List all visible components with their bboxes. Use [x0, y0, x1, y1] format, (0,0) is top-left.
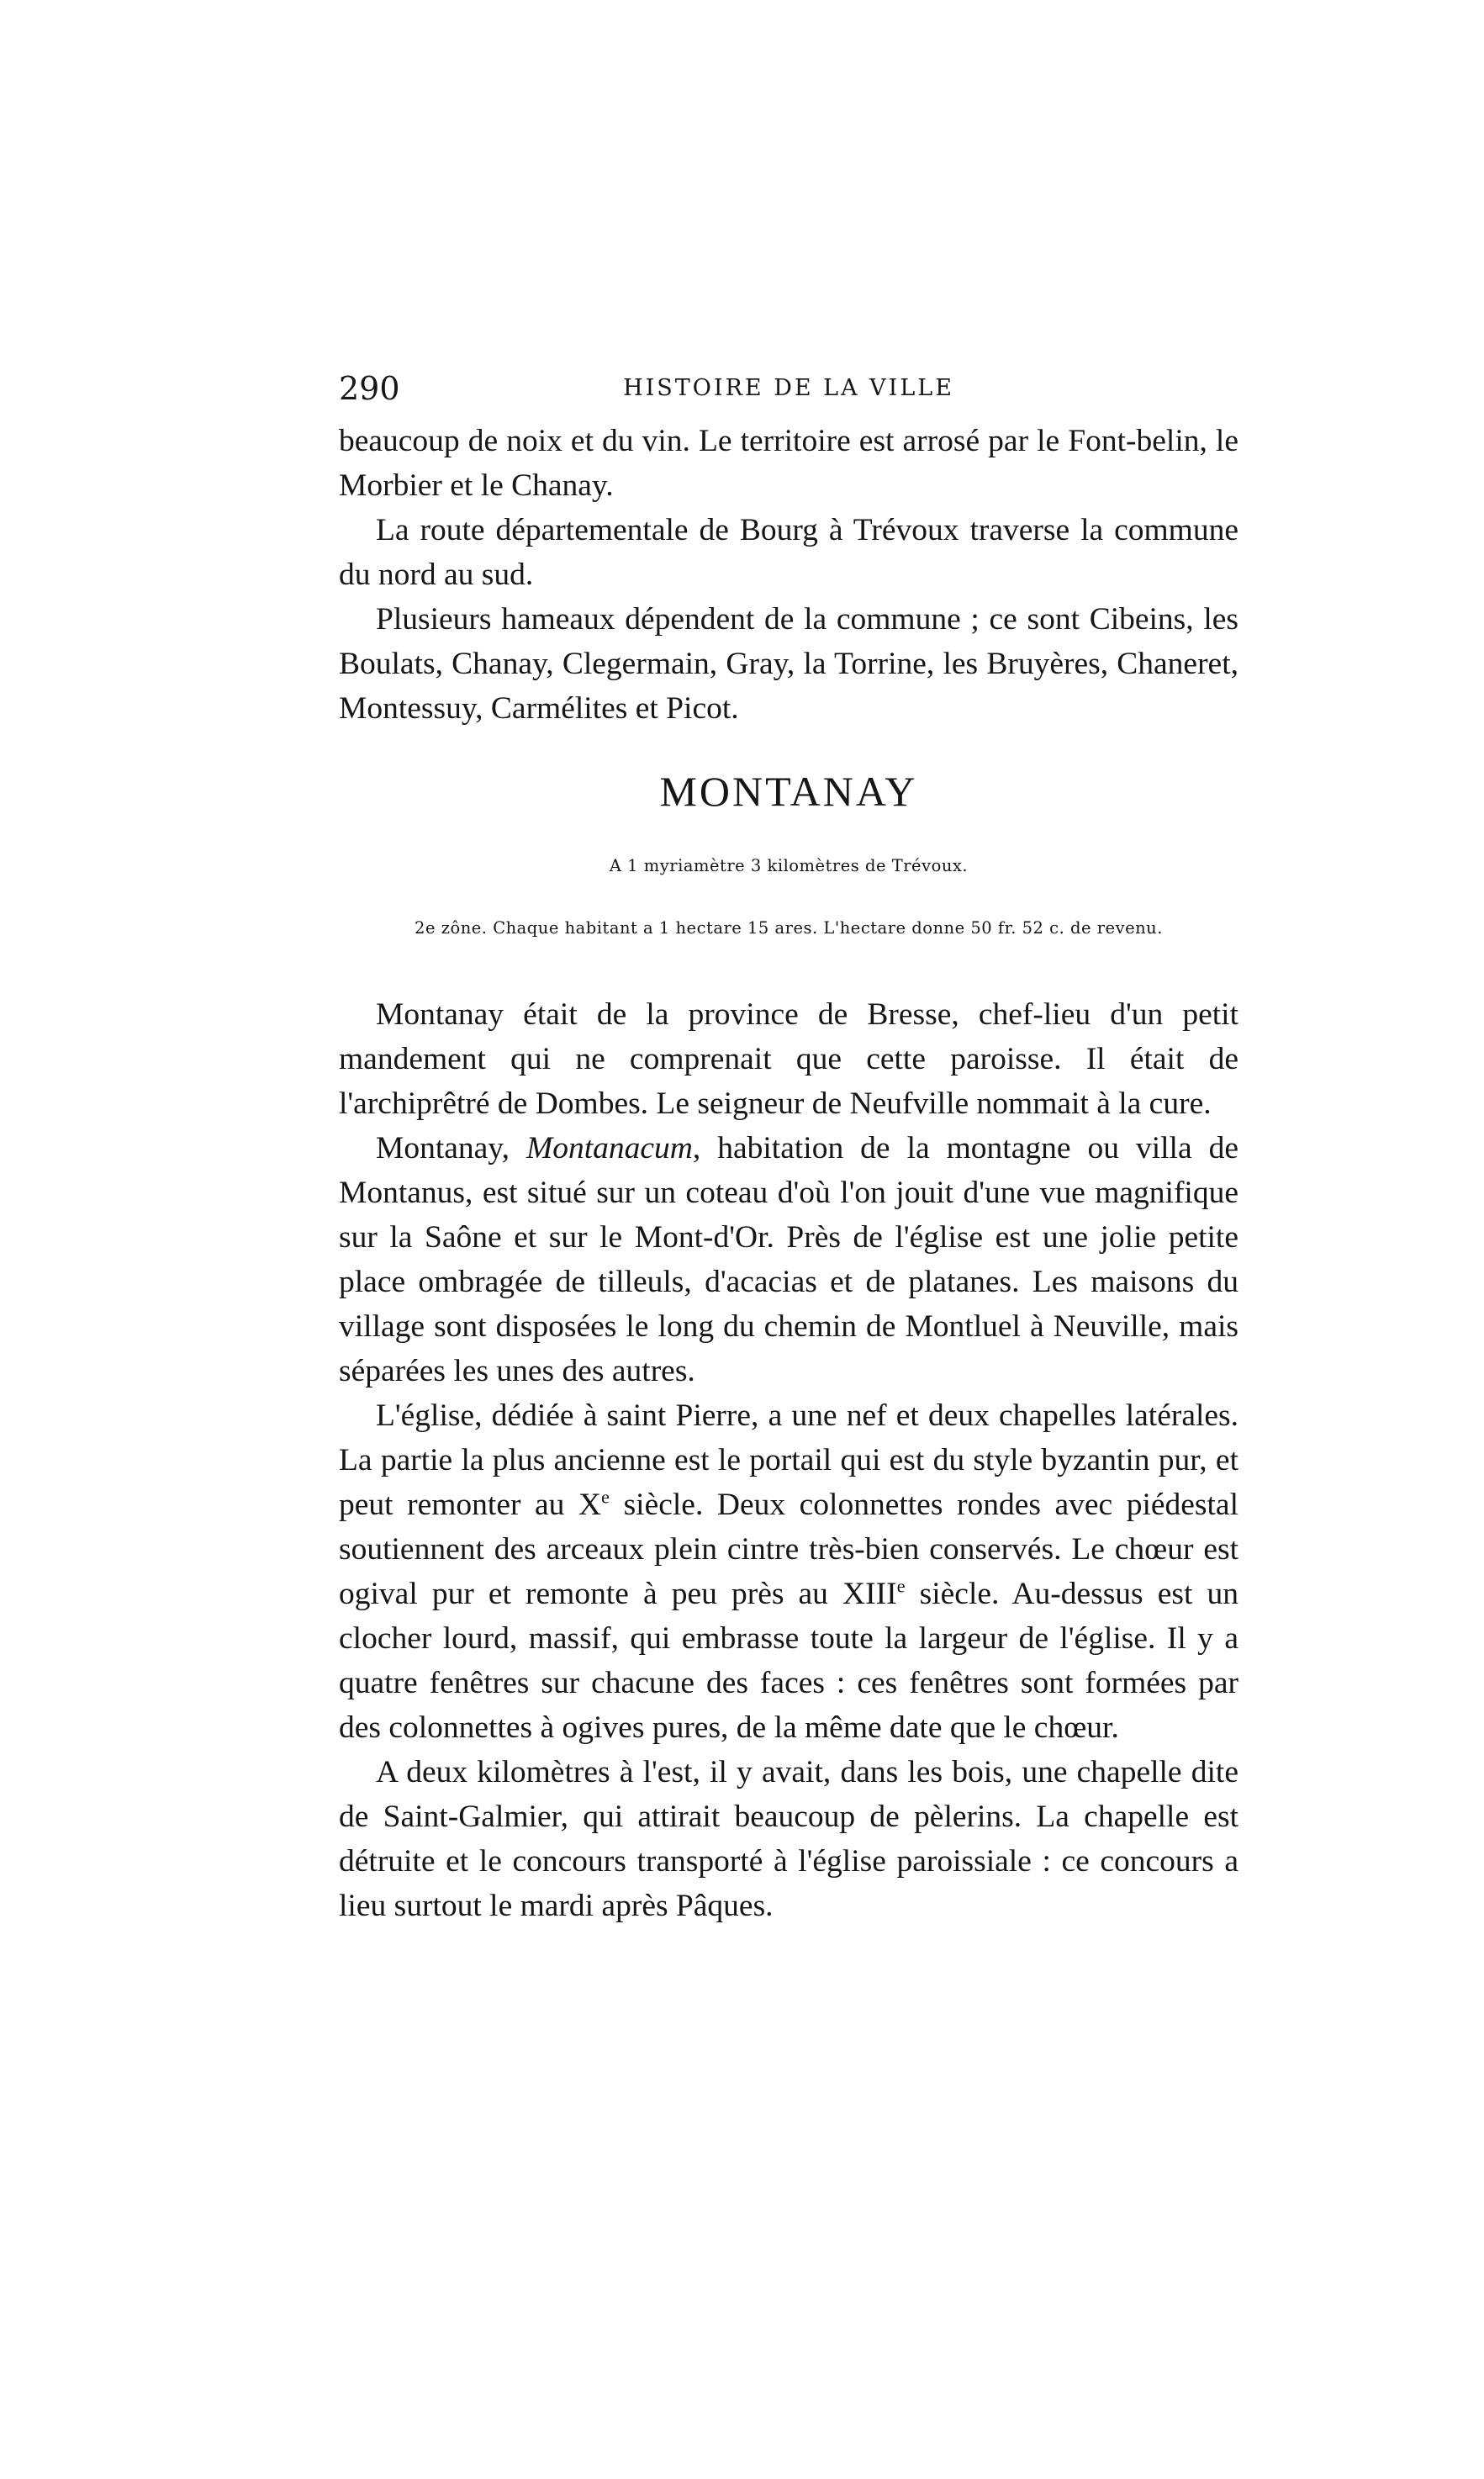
intro-paragraph-3: Plusieurs hameaux dépendent de la commune ; ce sont Cibeins, les Boulats, Chanay, Clegermain, Gray, la Torrine, les Bruyères, Chaneret, Montessuy, Carmélites et Picot.: [339, 602, 1238, 726]
superscript-e-1: e: [601, 1486, 610, 1508]
section-title: MONTANAY: [659, 768, 918, 815]
running-title: HISTOIRE DE LA VILLE: [623, 375, 954, 401]
paragraph-3-part-2: siècle. Deux colonnettes rondes avec piédestal soutiennent des arceaux plein cintre très-bien conservés. Le chœur est ogival pur et remonte à peu près au XIII: [339, 1488, 1238, 1611]
main-text: [339, 992, 1238, 1928]
body-paragraph-4: A deux kilomètres à l'est, il y avait, dans les bois, une chapelle dite de Saint-Galmier, qui attirait beaucoup de pèlerins. La chapelle est détruite et le concours transporté à l'église paroissiale : ce concours a lieu surtout le mardi après Pâques.: [339, 1755, 1238, 1923]
paragraph-2-rest: , habitation de la montagne ou villa de Montanus, est situé sur un coteau d'où l'on jouit d'une vue magnifique sur la Saône et sur le Mont-d'Or. Près de l'église est une jolie petite place ombragée de tilleuls, d'acacias et de platanes. Les maisons du village sont disposées le long du chemin de Montluel à Neuville, mais séparées les unes des autres.: [339, 1131, 1238, 1388]
latin-name: Montanacum: [525, 1131, 693, 1166]
page-number: 290: [339, 370, 400, 407]
paragraph-2-start: Montanay,: [376, 1131, 526, 1166]
zone-note: 2e zône. Chaque habitant a 1 hectare 15 ares. L'hectare donne 50 fr. 52 c. de revenu.: [415, 918, 1163, 938]
paragraph-3-part-1: L'église, dédiée à saint Pierre, a une nef et deux chapelles latérales. La partie la plus ancienne est le portail qui est du style byzantin pur, et peut remonter au X: [339, 1398, 1238, 1522]
intro-paragraph-1: beaucoup de noix et du vin. Le territoire est arrosé par le Font-belin, le Morbier et le Chanay.: [339, 424, 1238, 503]
distance-note: A 1 myriamètre 3 kilomètres de Trévoux.: [609, 856, 969, 875]
intro-text: [339, 419, 1238, 731]
body-paragraph-2: [339, 1126, 1238, 1393]
body-paragraph-1: Montanay était de la province de Bresse, chef-lieu d'un petit mandement qui ne comprenait que cette paroisse. Il était de l'archiprêtré de Dombes. Le seigneur de Neufville nommait à la cure.: [339, 997, 1238, 1121]
intro-paragraph-2: La route départementale de Bourg à Trévoux traverse la commune du nord au sud.: [339, 513, 1238, 592]
page-header: [339, 370, 1238, 412]
body-paragraph-3: [339, 1393, 1238, 1750]
superscript-e-2: e: [896, 1575, 906, 1597]
paragraph-3-part-3: siècle. Au-dessus est un clocher lourd, massif, qui embrasse toute la largeur de l'église. Il y a quatre fenêtres sur chacune des faces : ces fenêtres sont formées par des colonnettes à ogives pures, de la même date que le chœur.: [339, 1577, 1238, 1745]
